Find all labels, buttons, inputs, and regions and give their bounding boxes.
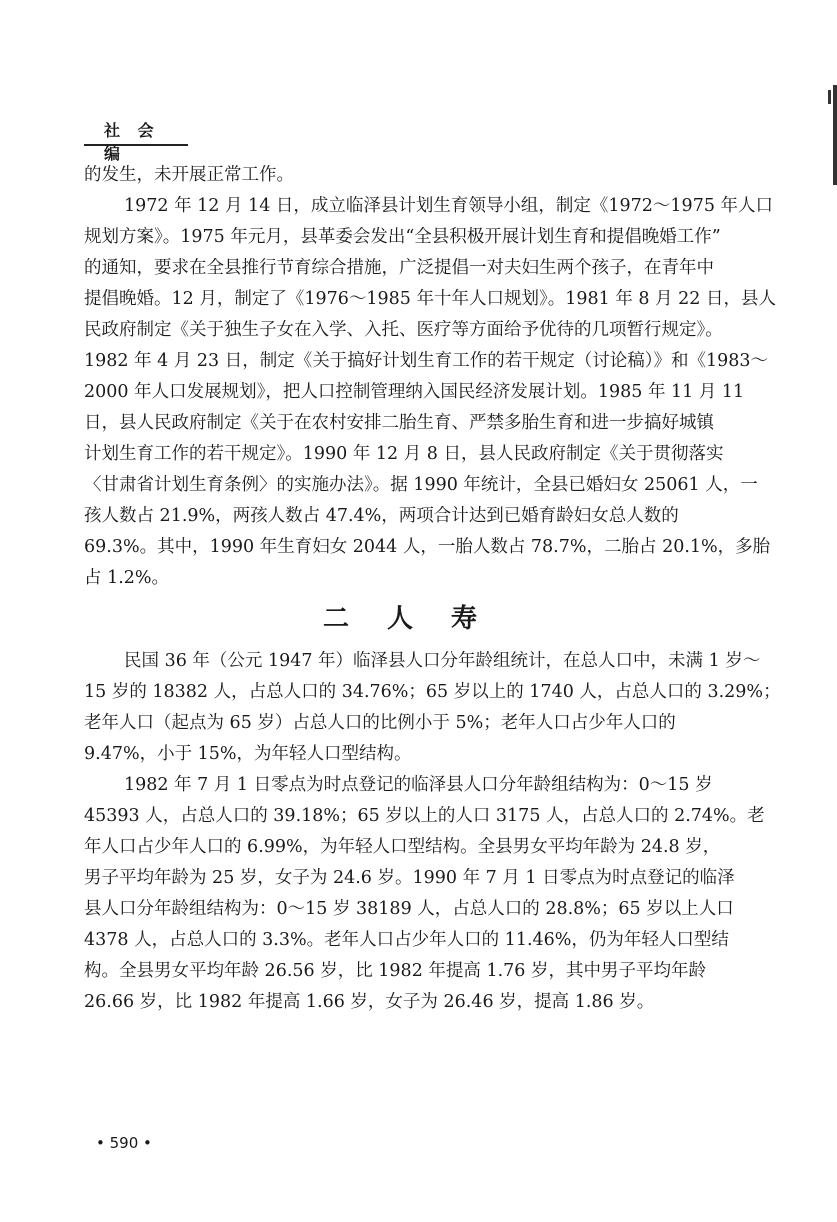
text-line: 1982 年 7 月 1 日零点为时点登记的临泽县人口分年龄组结构为：0～15 岁 <box>124 775 713 795</box>
text-line: 孩人数占 21.9%，两孩人数占 47.4%，两项合计达到已婚育龄妇女总人数的 <box>84 506 679 526</box>
scan-edge-mark <box>833 85 837 185</box>
text-line: 构。全县男女平均年龄 26.56 岁，比 1982 年提高 1.76 岁，其中男子平均年龄 <box>84 961 706 981</box>
text-line: 45393 人，占总人口的 39.18%；65 岁以上的人口 3175 人，占总人口的 2.74%。老 <box>84 806 765 826</box>
page-number: • 590 • <box>96 1134 152 1152</box>
text-line: 男子平均年龄为 25 岁，女子为 24.6 岁。1990 年 7 月 1 日零点为时点登记的临泽 <box>84 868 735 888</box>
text-line: 民政府制定《关于独生子女在入学、入托、医疗等方面给予优待的几项暂行规定》。 <box>84 320 723 340</box>
text-line: 占 1.2%。 <box>84 568 170 588</box>
text-line: 日，县人民政府制定《关于在农村安排二胎生育、严禁多胎生育和进一步搞好城镇 <box>84 413 714 433</box>
section-title: 二人寿 <box>322 604 515 634</box>
text-line: 规划方案》。1975 年元月，县革委会发出“全县积极开展计划生育和提倡晚婚工作” <box>84 227 721 247</box>
text-line: 26.66 岁，比 1982 年提高 1.66 岁，女子为 26.46 岁，提高 1.86 岁。 <box>84 992 655 1012</box>
body-text-top <box>84 160 774 594</box>
text-line: 的发生，未开展正常工作。 <box>84 165 294 185</box>
body-text-bottom <box>84 646 781 1018</box>
text-line: 年人口占少年人口的 6.99%，为年轻人口型结构。全县男女平均年龄为 24.8 岁， <box>84 837 721 857</box>
text-line: 1972 年 12 月 14 日，成立临泽县计划生育领导小组，制定《1972～1975 年人口 <box>124 196 774 216</box>
text-line: 民国 36 年（公元 1947 年）临泽县人口分年龄组统计，在总人口中，未满 1 岁～ <box>124 651 761 671</box>
text-line: 1982 年 4 月 23 日，制定《关于搞好计划生育工作的若干规定（讨论稿）》和《1983～ <box>84 351 769 371</box>
running-header <box>84 118 188 163</box>
text-line: 提倡晚婚。12 月，制定了《1976～1985 年十年人口规划》。1981 年 8 月 22 日，县人 <box>84 289 776 309</box>
section-header-text: 社 会 编 <box>104 121 160 163</box>
text-line: 15 岁的 18382 人，占总人口的 34.76%；65 岁以上的 1740 人，占总人口的 3.29%； <box>84 682 781 702</box>
text-line: 4378 人，占总人口的 3.3%。老年人口占少年人口的 11.46%，仍为年轻人口型结 <box>84 930 729 950</box>
text-line: 的通知，要求在全县推行节育综合措施，广泛提倡一对夫妇生两个孩子，在青年中 <box>84 258 714 278</box>
text-line: 县人口分年龄组结构为：0～15 岁 38189 人，占总人口的 28.8%；65 岁以上人口 <box>84 899 734 919</box>
text-line: 2000 年人口发展规划》，把人口控制管理纳入国民经济发展计划。1985 年 11 月 11 <box>84 382 745 402</box>
text-line: 计划生育工作的若干规定》。1990 年 12 月 8 日，县人民政府制定《关于贯彻落实 <box>84 444 724 464</box>
text-line: 〈甘肃省计划生育条例〉的实施办法》。据 1990 年统计，全县已婚妇女 25061 人，一 <box>84 475 758 495</box>
scan-edge-mark-small <box>828 90 831 104</box>
text-line: 9.47%，小于 15%，为年轻人口型结构。 <box>84 744 412 764</box>
text-line: 69.3%。其中，1990 年生育妇女 2044 人，一胎人数占 78.7%，二胎占 20.1%，多胎 <box>84 537 771 557</box>
text-line: 老年人口（起点为 65 岁）占总人口的比例小于 5%；老年人口占少年人口的 <box>84 713 676 733</box>
